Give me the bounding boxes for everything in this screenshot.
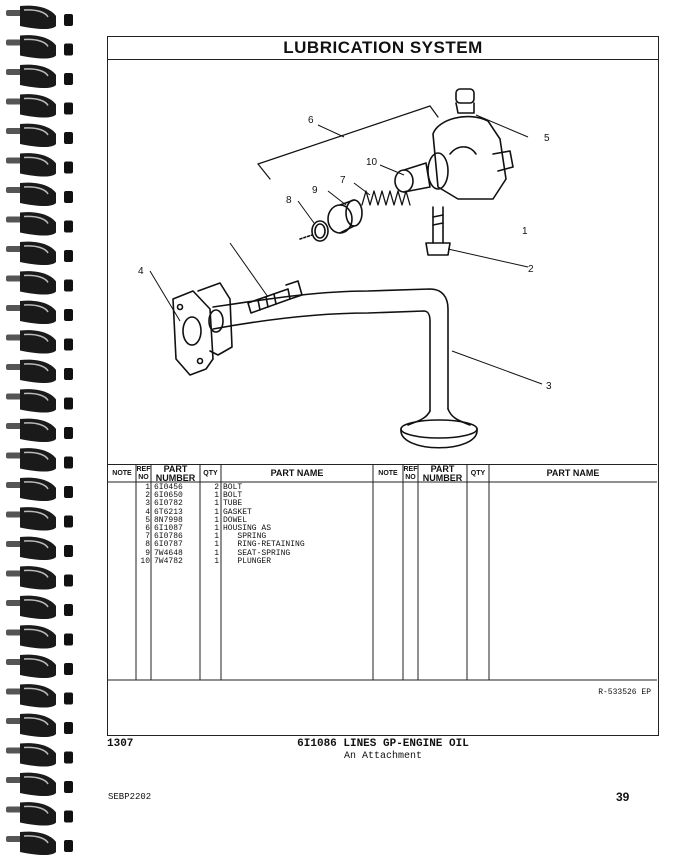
header-note-2: NOTE	[378, 470, 398, 477]
quantity: 1	[214, 540, 219, 550]
flange-gasket-part	[173, 283, 232, 375]
ref-number: 2	[145, 491, 150, 501]
header-qty-2: QTY	[470, 470, 486, 477]
quantity: 1	[214, 507, 219, 517]
plunger-part	[395, 163, 430, 192]
callout-10: 10	[366, 157, 378, 168]
page-number: 39	[616, 790, 630, 804]
quantity: 1	[214, 515, 219, 525]
header-part-name-2: PART NAME	[546, 468, 600, 478]
part-name: HOUSING AS	[223, 524, 272, 533]
part-number: 6I0787	[154, 540, 183, 550]
reference-code: R-533526 EP	[598, 688, 651, 697]
header-part-number: PART NUMBER	[155, 464, 196, 483]
part-name: PLUNGER	[223, 556, 272, 566]
part-name: GASKET	[223, 507, 252, 517]
part-number: 6T6213	[154, 507, 183, 517]
callout-5: 5	[544, 133, 550, 144]
spring-part	[362, 191, 410, 205]
ref-number: 1	[145, 483, 150, 492]
header-ref-no-2: REF NO	[403, 466, 418, 481]
parts-table	[108, 464, 657, 701]
part-number: 7W4648	[154, 548, 183, 558]
seat-spring-part	[328, 200, 362, 233]
part-name: SEAT-SPRING	[223, 548, 291, 558]
header-part-number-2: PART NUMBER	[422, 464, 463, 483]
header-part-name: PART NAME	[270, 468, 324, 478]
header-note: NOTE	[112, 470, 132, 477]
quantity: 1	[214, 491, 219, 501]
spiral-binding	[0, 0, 92, 855]
quantity: 1	[214, 556, 219, 566]
ref-number: 9	[145, 548, 150, 558]
part-name: SPRING	[223, 532, 267, 542]
callout-8: 8	[286, 195, 292, 206]
part-number: 6I0782	[154, 499, 183, 509]
ref-number: 8	[145, 540, 150, 550]
quantity: 1	[214, 524, 219, 533]
bolt-2-part	[426, 207, 450, 255]
part-name: BOLT	[223, 491, 243, 501]
part-number: 7W4782	[154, 556, 183, 566]
parts-page-frame	[107, 36, 659, 736]
part-number: 6I0456	[154, 483, 183, 492]
retaining-ring-part	[300, 221, 328, 241]
header-ref-no: REF NO	[136, 466, 151, 481]
callout-3: 3	[546, 381, 552, 392]
page-title: LUBRICATION SYSTEM	[108, 37, 658, 60]
group-subtitle: An Attachment	[343, 751, 422, 762]
ref-number: 7	[145, 532, 150, 542]
callout-labels	[138, 115, 552, 392]
ref-number: 10	[140, 556, 150, 566]
callout-9: 9	[312, 185, 318, 196]
exploded-view-illustration	[108, 59, 657, 463]
ref-number: 4	[145, 507, 150, 517]
part-name: DOWEL	[223, 515, 248, 525]
part-number: 6I0650	[154, 491, 183, 501]
ref-number: 6	[145, 524, 150, 533]
quantity: 1	[214, 548, 219, 558]
ref-number: 3	[145, 499, 150, 509]
header-qty: QTY	[203, 470, 218, 477]
callout-4: 4	[138, 266, 144, 277]
bolt-part	[248, 281, 302, 313]
part-name: RING-RETAINING	[223, 540, 305, 550]
callout-6: 6	[308, 115, 314, 126]
part-number: 6I1087	[154, 524, 183, 533]
document-code: SEBP2202	[108, 792, 152, 802]
quantity: 1	[214, 499, 219, 509]
quantity: 1	[214, 532, 219, 542]
callout-2: 2	[528, 264, 534, 275]
housing-part	[428, 89, 513, 199]
part-number: 6I0786	[154, 532, 183, 542]
ref-number: 5	[145, 515, 150, 525]
part-number: 8N7998	[154, 515, 183, 525]
part-name: BOLT	[223, 483, 243, 492]
part-name: TUBE	[223, 499, 243, 509]
group-number: 1307	[107, 738, 134, 750]
quantity: 2	[214, 483, 219, 492]
group-title: 6I1086 LINES GP-ENGINE OIL	[297, 738, 469, 750]
callout-7: 7	[340, 175, 346, 186]
callout-1: 1	[522, 226, 528, 237]
